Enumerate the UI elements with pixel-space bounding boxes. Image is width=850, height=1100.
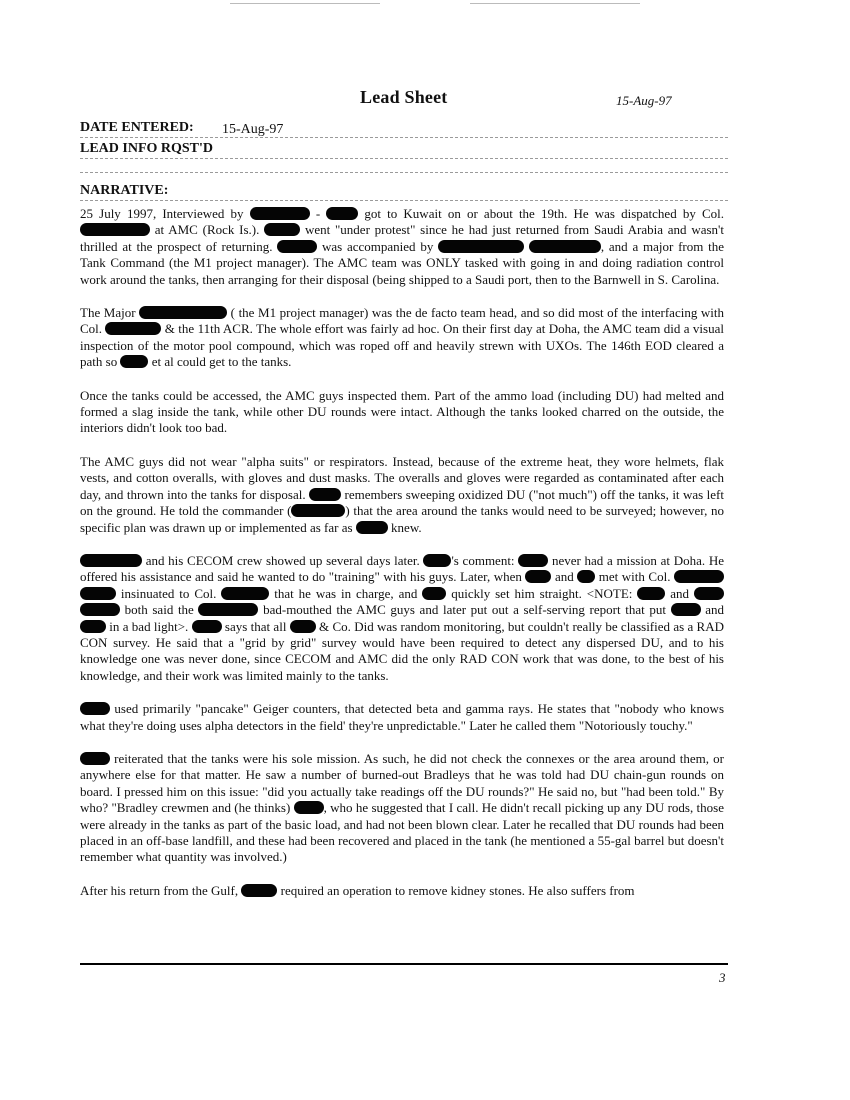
- redaction-bar: [309, 488, 341, 501]
- redaction-bar: [674, 570, 724, 583]
- field-rule: [80, 172, 728, 173]
- redaction-bar: [80, 223, 150, 236]
- field-rule: [80, 137, 728, 138]
- header-date: 15-Aug-97: [616, 93, 672, 108]
- field-rule: [80, 200, 728, 201]
- narrative-paragraph-4: The AMC guys did not wear "alpha suits" or respirators. Instead, because of the extreme heat, they wore helmets, flak vests, and cotton overalls, with gloves and dust masks. The overalls and gloves were regarded as contaminated after each day, and thrown into the tanks for disposal. remembers sweeping oxidized DU ("not much") off the tanks, it was left on the ground. He told the commander ( ) that the area around the tanks would need to be surveyed; however, no specific plan was drawn up or implemented as far as knew.: [80, 453, 725, 535]
- page-title: Lead Sheet: [360, 87, 448, 107]
- narrative-paragraph-2: The Major ( the M1 project manager) was the de facto team head, and so did most of the interfacing with Col. & the 11th ACR. The whole effort was fairly ad hoc. On their first day at Doha, the AMC team did a visual inspection of the motor pool compound, which was roped off and heavily strewn with UXOs. The 146th EOD cleared a path so et al could get to the tanks.: [80, 305, 724, 370]
- redaction-bar: [105, 322, 161, 335]
- redaction-bar: [694, 587, 724, 600]
- redaction-bar: [525, 570, 551, 583]
- date-entered-value: 15-Aug-97: [222, 122, 284, 137]
- footer-rule: [80, 963, 728, 965]
- redaction-bar: [356, 521, 388, 534]
- redaction-bar: [80, 752, 110, 765]
- redaction-bar: [423, 554, 451, 567]
- redaction-bar: [120, 355, 148, 368]
- redaction-bar: [277, 240, 317, 253]
- redaction-bar: [221, 587, 269, 600]
- redaction-bar: [264, 223, 300, 236]
- redaction-bar: [139, 306, 227, 319]
- redaction-bar: [291, 504, 345, 517]
- redaction-bar: [80, 587, 116, 600]
- redaction-bar: [529, 240, 601, 253]
- redaction-bar: [294, 801, 324, 814]
- page-number: 3: [719, 970, 726, 985]
- redaction-bar: [250, 207, 310, 220]
- narrative-label: NARRATIVE:: [80, 183, 169, 198]
- scan-artifact-line: [470, 3, 640, 4]
- redaction-bar: [326, 207, 358, 220]
- date-entered-label: DATE ENTERED:: [80, 120, 194, 135]
- narrative-paragraph-3: Once the tanks could be accessed, the AMC guys inspected them. Part of the ammo load (including DU) had melted and formed a slag inside the tank, while other DU rounds were intact. Although the tanks looked charred on the outside, the interiors didn't look too bad.: [80, 387, 724, 436]
- field-rule: [80, 158, 728, 159]
- redaction-bar: [80, 554, 142, 567]
- redaction-bar: [577, 570, 595, 583]
- redaction-bar: [80, 620, 106, 633]
- redaction-bar: [198, 603, 258, 616]
- redaction-bar: [671, 603, 701, 616]
- redaction-bar: [80, 603, 120, 616]
- redaction-bar: [637, 587, 665, 600]
- redaction-bar: [192, 620, 222, 633]
- redaction-bar: [438, 240, 524, 253]
- redaction-bar: [290, 620, 316, 633]
- scan-artifact-line: [230, 3, 380, 4]
- redaction-bar: [241, 884, 277, 897]
- narrative-paragraph-7: reiterated that the tanks were his sole mission. As such, he did not check the connexes or the area around them, or anywhere else for that matter. He saw a number of burned-out Bradleys that he was told had DU chain-gun rounds on board. I pressed him on this issue: "did you actually take readings off the DU rounds?" He said no, but "had been told." By who? "Bradley crewmen and (he thinks) , who he suggested that I call. He didn't recall picking up any DU rods, those were already in the tanks as part of the basic load, and had not been blown clear. Later he recalled that DU rounds had been placed in an off-base landfill, and these had been recovered and placed in the tank (he mentioned a 55-gal barrel but doesn't remember what quantity was involved.): [80, 750, 724, 865]
- redaction-bar: [80, 702, 110, 715]
- lead-info-label: LEAD INFO RQST'D: [80, 141, 214, 156]
- narrative-paragraph-1: 25 July 1997, Interviewed by - got to Kuwait on or about the 19th. He was dispatched by Col. at AMC (Rock Is.). went "under protest" since he had just returned from Saudi Arabia and wasn't thrilled at the prospect of returning. was accompanied by , and a major from the Tank Command (the M1 project manager). The AMC team was ONLY tasked with going in and doing radiation control work around the tanks, then arranging for their disposal (being shipped to a Saudi port, then to the Barnwell in S. Carolina.: [80, 206, 725, 287]
- narrative-body: [80, 206, 724, 916]
- redaction-bar: [422, 587, 446, 600]
- narrative-paragraph-5: and his CECOM crew showed up several days later. 's comment: never had a mission at Doha. He offered his assistance and said he wanted to do "training" with his guys. Later, when and met with Col. insinuated to Col. that he was in charge, and quickly set him straight. <NOTE: and both said the bad-mouthed the AMC guys and later put out a self-serving report that put and in a bad light>. says that all & Co. Did was random monitoring, but couldn't really be classified as a RAD CON survey. He said that a "grid by grid" survey would have been required to detect any dispersed DU, and to his knowledge one was never done, since CECOM and AMC did the only RAD CON work that was done, to the best of his knowledge, and their work was limited mainly to the tanks.: [80, 552, 724, 683]
- narrative-paragraph-6: used primarily "pancake" Geiger counters, that detected beta and gamma rays. He states that "nobody who knows what they're doing uses alpha detectors in the field' they're unpredictable." Later he called them "Notoriously touchy.": [80, 701, 724, 733]
- narrative-paragraph-8: After his return from the Gulf, required an operation to remove kidney stones. He also suffers from: [80, 882, 635, 898]
- redaction-bar: [518, 554, 548, 567]
